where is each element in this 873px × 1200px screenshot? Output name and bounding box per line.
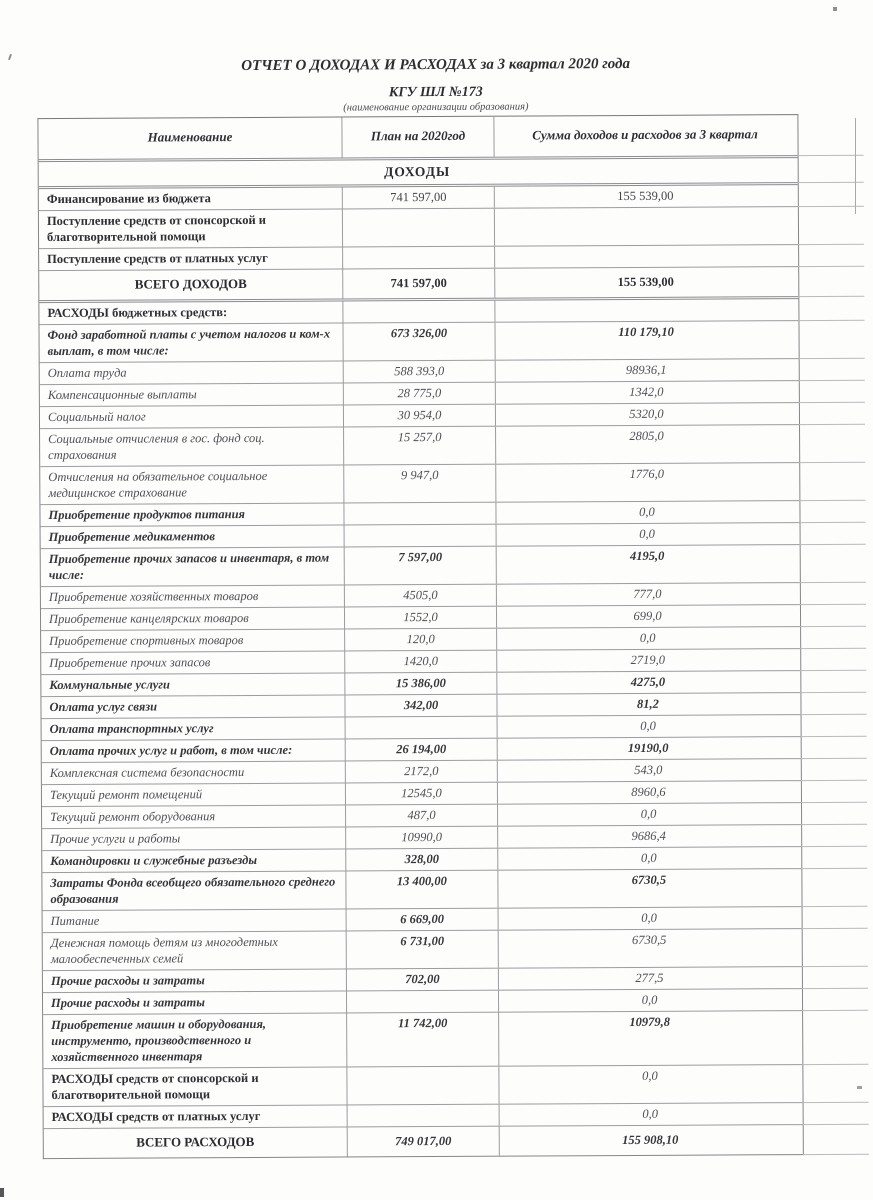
row-plan-cell: 15 386,00 xyxy=(345,673,497,695)
total-row xyxy=(44,1125,803,1158)
row-name-cell: Комплексная система безопасности xyxy=(42,761,346,784)
row-plan-cell: 741 597,00 xyxy=(343,269,495,299)
report-title: ОТЧЕТ О ДОХОДАХ И РАСХОДАХ за 3 квартал 2020 года xyxy=(241,55,630,75)
row-actual-cell: 277,5 xyxy=(635,970,664,985)
row-name-cell: Прочие расходы и затраты xyxy=(43,991,347,1014)
row-name-cell: Затраты Фонда всеобщего обязательного среднего образования xyxy=(42,871,346,910)
row-name-cell: РАСХОДЫ средств от спонсорской и благотворительной помощи xyxy=(43,1067,347,1106)
row-plan-cell: 12545,0 xyxy=(346,783,498,805)
row-name-cell: Текущий ремонт помещений xyxy=(42,783,346,806)
row-plan-cell: 588 393,0 xyxy=(344,361,496,383)
row-actual-cell: 6730,5 xyxy=(631,872,667,887)
row-actual-cell: 4275,0 xyxy=(630,674,666,689)
row-plan-cell: 7 597,00 xyxy=(345,547,497,585)
row-actual-cell: 155 539,00 xyxy=(617,188,674,204)
row-name-cell: Приобретение медикаментов xyxy=(41,525,345,548)
row-actual-cell: 155 539,00 xyxy=(617,274,674,290)
row-actual-cell: 0,0 xyxy=(640,850,657,865)
row-actual-cell: 2719,0 xyxy=(630,652,665,667)
row-actual-cell: 6730,5 xyxy=(631,932,667,947)
row-actual-cell xyxy=(495,299,796,322)
table-row xyxy=(39,207,798,249)
row-name-cell: Командировки и служебные разъезды xyxy=(42,849,346,872)
row-plan-cell: 702,00 xyxy=(347,969,499,991)
row-actual-cell: 0,0 xyxy=(639,630,656,645)
table-row xyxy=(39,321,798,363)
row-actual-cell: 543,0 xyxy=(634,762,663,777)
row-actual-cell xyxy=(495,245,796,268)
section-row xyxy=(39,158,798,189)
row-name-cell: Прочие услуги и работы xyxy=(42,827,346,850)
row-actual-cell: 0,0 xyxy=(640,718,656,733)
row-name-cell: Оплата труда xyxy=(40,361,344,384)
row-plan-cell xyxy=(344,503,496,525)
row-plan-cell xyxy=(346,717,498,739)
row-name-cell: Поступление средств от платных услуг xyxy=(39,247,343,270)
row-actual-cell xyxy=(495,207,796,246)
row-name-cell: Фонд заработной платы с учетом налогов и ком-х выплат, в том числе: xyxy=(39,323,343,362)
row-name-cell: Текущий ремонт оборудования xyxy=(42,805,346,828)
row-name-cell: Приобретение прочих запасов и инвентаря, в том числе: xyxy=(41,547,345,586)
row-name-cell: Приобретение машин и оборудования, инструменто, производственного и хозяйственного инвентаря xyxy=(43,1013,347,1068)
row-name-cell: Питание xyxy=(43,909,347,932)
row-name-cell: Поступление средств от спонсорской и благотворительной помощи xyxy=(39,209,343,248)
row-actual-cell: 9686,4 xyxy=(631,828,666,843)
row-name-cell: Оплата транспортных услуг xyxy=(42,717,346,740)
row-name-cell: РАСХОДЫ бюджетных средств: xyxy=(39,301,343,324)
row-plan-cell: 26 194,00 xyxy=(346,739,498,761)
row-plan-cell: 28 775,0 xyxy=(344,383,496,405)
scan-speck xyxy=(0,1188,4,1197)
row-plan-cell: 1420,0 xyxy=(345,651,497,673)
row-actual-cell: 98936,1 xyxy=(625,362,667,378)
row-name-cell: Социальный налог xyxy=(40,405,344,428)
row-plan-cell: 342,00 xyxy=(345,695,497,717)
row-name-cell: Приобретение прочих запасов xyxy=(41,651,345,674)
row-plan-cell xyxy=(343,247,495,269)
row-actual-cell: 1776,0 xyxy=(629,466,664,481)
row-actual-cell: 0,0 xyxy=(642,1106,658,1121)
table-header-row xyxy=(38,115,797,162)
row-plan-cell: 6 731,00 xyxy=(347,931,499,969)
row-name-cell: Социальные отчисления в гос. фонд соц. страхования xyxy=(40,427,344,466)
row-actual-cell: 4195,0 xyxy=(629,548,665,563)
row-plan-cell: 15 257,0 xyxy=(344,427,496,465)
row-actual-cell: 0,0 xyxy=(640,806,657,821)
table-row xyxy=(40,425,799,467)
row-actual-cell: 155 908,10 xyxy=(622,1132,679,1148)
row-actual-cell: 2805,0 xyxy=(629,428,664,443)
row-plan-cell: 673 326,00 xyxy=(343,323,495,361)
row-plan-cell: 9 947,0 xyxy=(344,465,496,503)
row-plan-cell: 328,00 xyxy=(346,849,498,871)
row-plan-cell: 2172,0 xyxy=(346,761,498,783)
row-plan-cell: 1552,0 xyxy=(345,607,497,629)
row-plan-cell: 30 954,0 xyxy=(344,405,496,427)
row-name-cell: ВСЕГО ДОХОДОВ xyxy=(39,269,343,300)
report-table-body xyxy=(39,158,803,1158)
row-plan-cell xyxy=(348,1105,500,1127)
organization-name: КГУ ШЛ №173 xyxy=(388,84,483,101)
row-name-cell: Приобретение канцелярских товаров xyxy=(41,607,345,630)
row-plan-cell: 6 669,00 xyxy=(347,909,499,931)
row-name-cell: Отчисления на обязательное социальное медицинское страхование xyxy=(40,465,344,504)
row-actual-cell: 0,0 xyxy=(639,526,655,541)
row-name-cell: Оплата услуг связи xyxy=(41,695,345,718)
row-plan-cell: 487,0 xyxy=(346,805,498,827)
row-name-cell: Финансирование из бюджета xyxy=(39,187,343,210)
total-row xyxy=(39,267,798,303)
table-row xyxy=(42,869,801,911)
scan-edge-line xyxy=(855,118,856,214)
row-actual-cell: 5320,0 xyxy=(629,406,664,421)
table-row xyxy=(40,463,799,505)
column-header-name: Наименование xyxy=(38,117,342,159)
row-name-cell: Приобретение хозяйственных товаров xyxy=(41,585,345,608)
row-actual-cell: 110 179,10 xyxy=(618,324,674,340)
row-name-cell: ВСЕГО РАСХОДОВ xyxy=(44,1127,348,1158)
row-name-cell: Приобретение спортивных товаров xyxy=(41,629,345,652)
row-actual-cell: 777,0 xyxy=(633,586,662,601)
row-plan-cell xyxy=(347,991,499,1013)
row-plan-cell xyxy=(343,301,495,323)
table-row xyxy=(43,929,802,971)
scan-speck xyxy=(857,1086,862,1089)
row-actual-cell: 8960,6 xyxy=(631,784,666,799)
scan-speck xyxy=(833,7,837,11)
row-plan-cell: 741 597,00 xyxy=(343,187,495,209)
row-actual-cell: 0,0 xyxy=(641,910,657,925)
row-name-cell: Прочие расходы и затраты xyxy=(43,969,347,992)
table-row xyxy=(41,545,800,587)
row-plan-cell: 120,0 xyxy=(345,629,497,651)
row-plan-cell xyxy=(343,209,495,247)
row-plan-cell: 11 742,00 xyxy=(347,1013,499,1067)
row-name-cell: Компенсационные выплаты xyxy=(40,383,344,406)
row-name-cell: Денежная помощь детям из многодетных малообеспеченных семей xyxy=(43,931,347,970)
row-actual-cell: 699,0 xyxy=(633,608,662,623)
row-actual-cell: 0,0 xyxy=(641,992,658,1007)
column-header-plan: План на 2020год xyxy=(342,117,494,158)
row-name-cell: Оплата прочих услуг и работ, в том числе: xyxy=(42,739,346,762)
row-plan-cell xyxy=(345,525,497,547)
row-actual-cell: 0,0 xyxy=(642,1068,658,1083)
organization-caption: (наименование организации образования) xyxy=(343,101,529,114)
section-label: ДОХОДЫ xyxy=(384,163,451,180)
row-actual-cell: 0,0 xyxy=(639,504,655,519)
row-plan-cell xyxy=(347,1067,499,1105)
row-plan-cell: 13 400,00 xyxy=(346,871,498,909)
column-header-actual: Сумма доходов и расходов за 3 квартал xyxy=(532,126,758,143)
row-plan-cell: 4505,0 xyxy=(345,585,497,607)
table-row xyxy=(43,1011,802,1069)
row-actual-cell: 19190,0 xyxy=(627,740,669,756)
row-name-cell: РАСХОДЫ средств от платных услуг xyxy=(44,1105,348,1128)
report-table xyxy=(37,114,803,1159)
row-plan-cell: 749 017,00 xyxy=(348,1127,500,1157)
row-actual-cell: 10979,8 xyxy=(629,1014,670,1030)
row-actual-cell: 81,2 xyxy=(637,696,659,711)
row-name-cell: Коммунальные услуги xyxy=(41,673,345,696)
table-row xyxy=(43,1065,802,1107)
row-actual-cell: 1342,0 xyxy=(629,384,664,399)
row-plan-cell: 10990,0 xyxy=(346,827,498,849)
row-name-cell: Приобретение продуктов питания xyxy=(40,503,344,526)
